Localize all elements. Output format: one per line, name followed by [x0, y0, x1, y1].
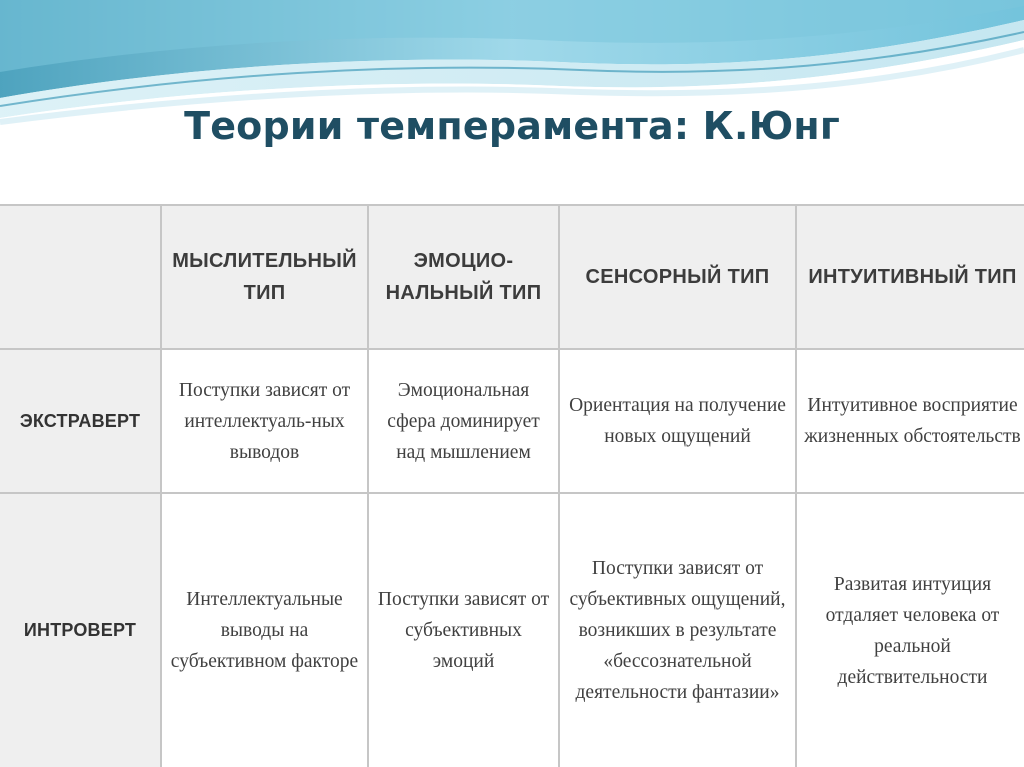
- column-header-thinking: МЫСЛИТЕЛЬНЫЙ ТИП: [161, 205, 368, 349]
- row-header-introvert: ИНТРОВЕРТ: [0, 493, 161, 767]
- table-row-introvert: [0, 493, 1024, 767]
- header-row: [0, 205, 1024, 349]
- page-title: Теории темперамента: К.Юнг: [184, 104, 840, 148]
- table-cell: Поступки зависят от субъективных эмоций: [368, 493, 559, 767]
- temperament-table-container: [0, 204, 1024, 767]
- temperament-table: [0, 204, 1024, 767]
- table-cell: Поступки зависят от субъективных ощущений, возникших в результате «бессознательной деятельности фантазии»: [559, 493, 796, 767]
- row-header-extravert: ЭКСТРАВЕРТ: [0, 349, 161, 493]
- table-row-extravert: [0, 349, 1024, 493]
- table-cell: Развитая интуиция отдаляет человека от реальной действительности: [796, 493, 1024, 767]
- table-cell: Ориентация на получение новых ощущений: [559, 349, 796, 493]
- table-cell: Интуитивное восприятие жизненных обстоятельств: [796, 349, 1024, 493]
- column-header-intuitive: ИНТУИТИВНЫЙ ТИП: [796, 205, 1024, 349]
- table-cell: Эмоциональная сфера доминирует над мышлением: [368, 349, 559, 493]
- column-header-sensory: СЕНСОРНЫЙ ТИП: [559, 205, 796, 349]
- wave-decoration: [0, 0, 1024, 190]
- table-cell: Поступки зависят от интеллектуаль-ных выводов: [161, 349, 368, 493]
- corner-cell: [0, 205, 161, 349]
- column-header-emotional: ЭМОЦИО-НАЛЬНЫЙ ТИП: [368, 205, 559, 349]
- table-cell: Интеллектуальные выводы на субъективном факторе: [161, 493, 368, 767]
